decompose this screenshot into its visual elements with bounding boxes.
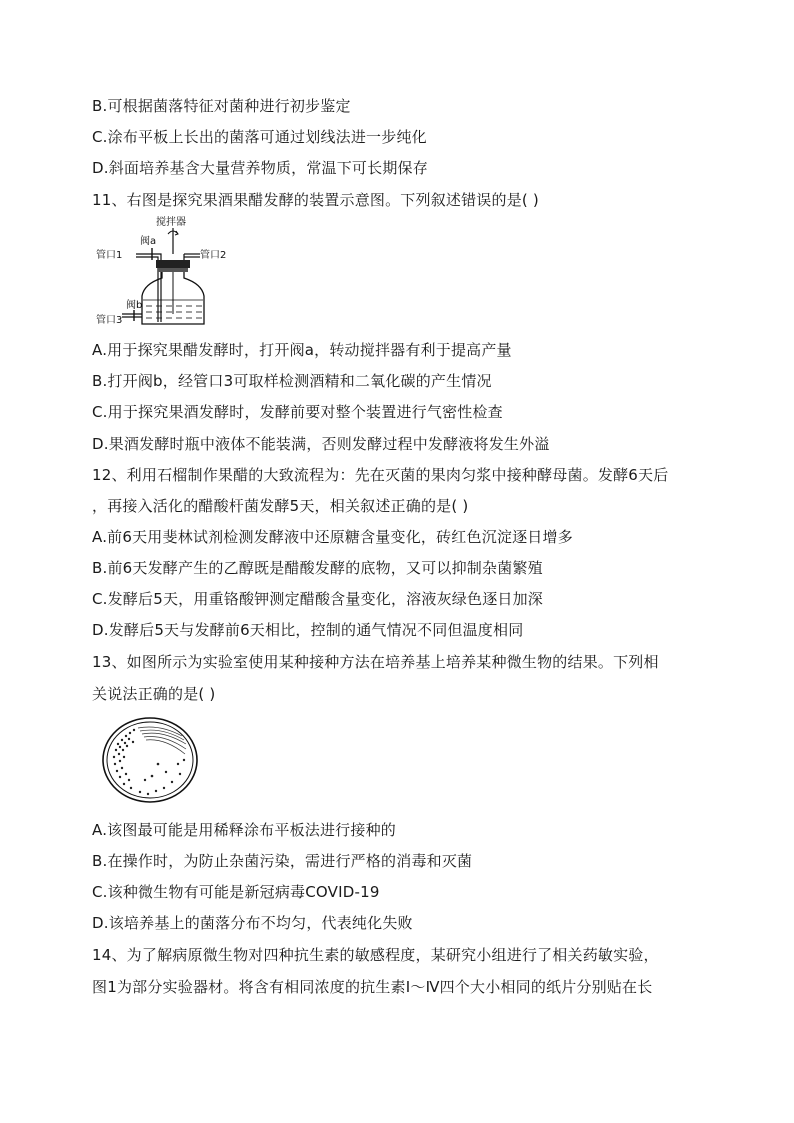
q13-option-b: B.在操作时，为防止杂菌污染，需进行严格的消毒和灭菌 (92, 852, 473, 870)
q14-stem-line1: 14、为了解病原微生物对四种抗生素的敏感程度，某研究小组进行了相关药敏实验， (92, 946, 659, 964)
q13-option-c: C.该种微生物有可能是新冠病毒COVID-19 (92, 883, 380, 901)
q12-option-a: A.前6天用斐林试剂检测发酵液中还原糖含量变化，砖红色沉淀逐日增多 (92, 528, 573, 546)
q14-stem-line2: 图1为部分实验器材。将含有相同浓度的抗生素Ⅰ～Ⅳ四个大小相同的纸片分别贴在长 (92, 978, 653, 996)
q10-option-d: D.斜面培养基含大量营养物质，常温下可长期保存 (92, 159, 428, 177)
port2-label: 管口2 (200, 250, 227, 261)
port1-label: 管口1 (96, 250, 123, 261)
q12-stem-line2: ，再接入活化的醋酸杆菌发酵5天，相关叙述正确的是( ) (92, 497, 469, 515)
port3-label: 管口3 (96, 315, 123, 326)
q12-stem-line1: 12、利用石榴制作果醋的大致流程为：先在灭菌的果肉匀浆中接种酵母菌。发酵6天后 (92, 466, 669, 484)
q11-option-b: B.打开阀b，经管口3可取样检测酒精和二氧化碳的产生情况 (92, 372, 492, 390)
valve-a-label: 阀a (140, 236, 157, 247)
fermentation-apparatus-figure (96, 214, 246, 330)
q10-option-c: C.涂布平板上长出的菌落可通过划线法进一步纯化 (92, 128, 427, 146)
q11-option-a: A.用于探究果醋发酵时，打开阀a，转动搅拌器有利于提高产量 (92, 341, 512, 359)
stirrer-label: 搅拌器 (156, 217, 186, 228)
petri-dish-figure (100, 714, 200, 806)
q12-option-b: B.前6天发酵产生的乙醇既是醋酸发酵的底物，又可以抑制杂菌繁殖 (92, 559, 543, 577)
q13-option-a: A.该图最可能是用稀释涂布平板法进行接种的 (92, 821, 396, 839)
q13-stem-line2: 关说法正确的是( ) (92, 685, 216, 703)
q10-option-b: B.可根据菌落特征对菌种进行初步鉴定 (92, 97, 351, 115)
q12-option-c: C.发酵后5天，用重铬酸钾测定醋酸含量变化，溶液灰绿色逐日加深 (92, 590, 543, 608)
q13-stem-line1: 13、如图所示为实验室使用某种接种方法在培养基上培养某种微生物的结果。下列相 (92, 653, 659, 671)
q11-option-c: C.用于探究果酒发酵时，发酵前要对整个装置进行气密性检查 (92, 403, 503, 421)
q13-option-d: D.该培养基上的菌落分布不均匀，代表纯化失败 (92, 914, 413, 932)
q12-option-d: D.发酵后5天与发酵前6天相比，控制的通气情况不同但温度相同 (92, 621, 524, 639)
q11-option-d: D.果酒发酵时瓶中液体不能装满，否则发酵过程中发酵液将发生外溢 (92, 435, 550, 453)
valve-b-label: 阀b (126, 300, 143, 311)
q11-stem: 11、右图是探究果酒果醋发酵的装置示意图。下列叙述错误的是( ) (92, 191, 539, 209)
